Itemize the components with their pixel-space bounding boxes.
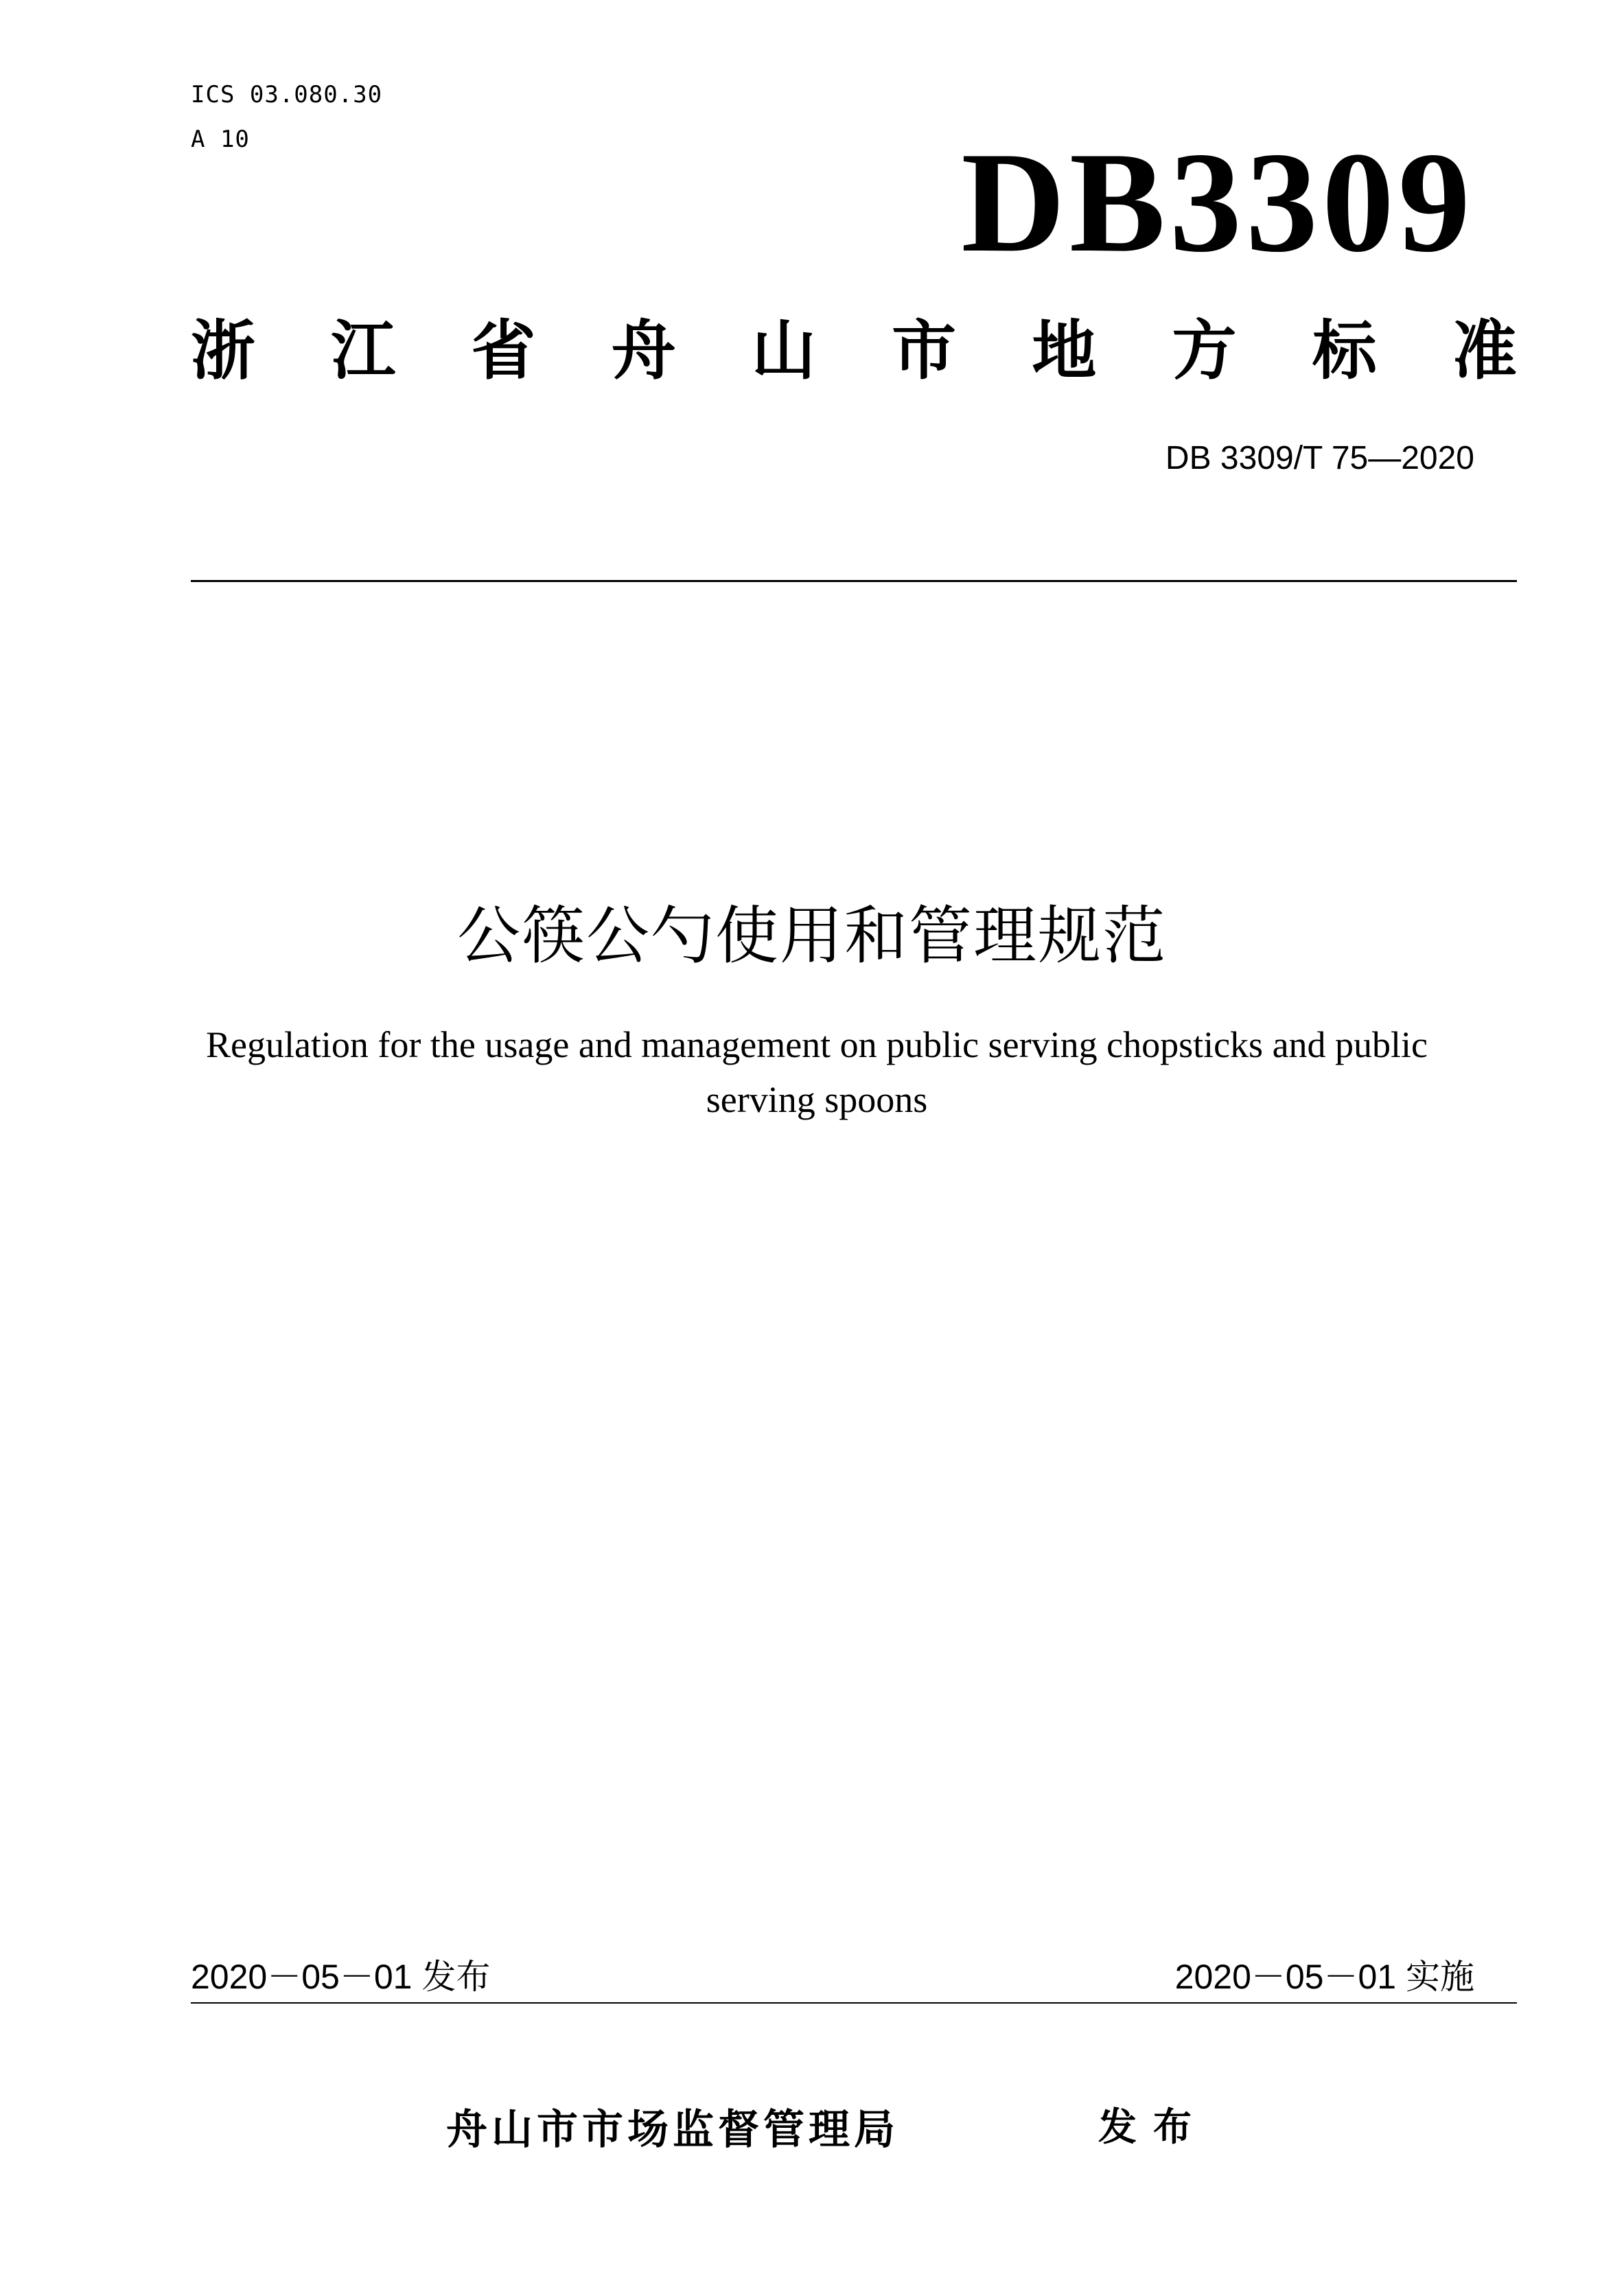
ics-code: ICS 03.080.30 <box>191 81 383 108</box>
title-english-line-1: Regulation for the usage and management on public serving chopsticks and public <box>205 1024 1428 1065</box>
standard-type-char: 舟 <box>611 314 676 389</box>
document-title-chinese: 公筷公勺使用和管理规范 <box>456 899 1167 973</box>
standard-type-char: 方 <box>1172 314 1237 389</box>
title-english-line-2: serving spoons <box>706 1079 928 1120</box>
bottom-divider <box>191 2002 1517 2004</box>
top-divider <box>191 580 1517 582</box>
standard-type-char: 浙 <box>191 314 256 389</box>
issue-date: 2020－05－01 发布 <box>191 1958 491 1996</box>
implementation-date: 2020－05－01 实施 <box>1174 1958 1474 1996</box>
issuing-authority: 舟山市市场监督管理局 <box>446 2106 899 2154</box>
standard-type-char: 市 <box>892 314 957 389</box>
standard-type-char: 江 <box>331 314 396 389</box>
standard-type-char: 山 <box>751 314 816 389</box>
standard-type-char: 地 <box>1032 314 1097 389</box>
ccs-code: A 10 <box>191 126 250 153</box>
standard-number: DB 3309/T 75—2020 <box>1165 440 1474 476</box>
standard-type-char: 省 <box>471 314 536 389</box>
standard-code-large: DB3309 <box>961 123 1474 282</box>
document-title-english <box>165 1017 1469 1127</box>
standard-type-char: 准 <box>1452 314 1517 389</box>
standard-type-char: 标 <box>1312 314 1377 389</box>
standard-type-heading <box>191 314 1517 389</box>
issue-label: 发布 <box>1098 2105 1208 2150</box>
